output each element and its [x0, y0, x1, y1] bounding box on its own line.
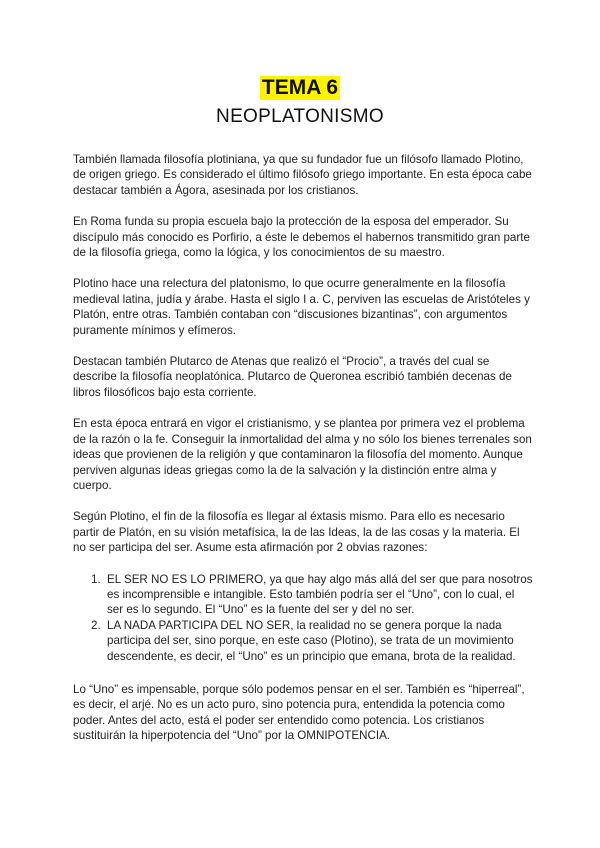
paragraph-plotino-fin: Según Plotino, el fin de la filosofía es llegar al éxtasis mismo. Para ello es necesario partir de Platón, en su visión metafísica, la de las Ideas, la de las cosas y la materia. El no ser participa del ser. Asume esta afirmación por 2 obvias razones:	[73, 510, 520, 555]
document-body	[73, 152, 533, 760]
page-subtitle: NEOPLATONISMO	[216, 106, 384, 127]
paragraph-rome: En Roma funda su propia escuela bajo la protección de la esposa del emperador. Su discípulo más conocido es Porfirio, a éste le debemos el habernos transmitido gran parte de la filosofía griega, como la lógica, y los conocimientos de su maestro.	[73, 215, 530, 260]
page-title: TEMA 6	[261, 76, 339, 99]
paragraph-cristianismo: En esta época entrará en vigor el cristianismo, y se plantea por primera vez el problema de la razón o la fe. Conseguir la inmortalidad del alma y no sólo los bienes terrenales son ideas que provienen de la religión y que contaminaron la filosofía del momento. Aunque perviven algunas ideas griegas como la de la salvación y la distinción entre alma y cuerpo.	[73, 417, 532, 492]
reasons-list	[73, 572, 533, 664]
list-item-number: 2.	[91, 618, 101, 632]
list-item	[73, 618, 533, 664]
paragraph-plutarco: Destacan también Plutarco de Atenas que realizó el “Procio”, a través del cual se describe la filosofía neoplatónica. Plutarco de Queronea escribió también decenas de libros filosóficos bajo esta corriente.	[73, 355, 512, 399]
list-item	[73, 572, 533, 618]
paragraph-intro: También llamada filosofía plotiniana, ya que su fundador fue un filósofo llamado Plotino, de origen griego. Es considerado el último filósofo griego importante. En esta época cabe destacar también a Ágora, asesinada por los cristianos.	[73, 153, 532, 197]
paragraph-uno: Lo “Uno” es impensable, porque sólo podemos pensar en el ser. También es “hiperreal”, es decir, el arjé. No es un acto puro, sino potencia pura, entendida la potencia como poder. Antes del acto, está el poder ser entendido como potencia. Los cristianos sustituirán la hiperpotencia del “Uno” por la OMNIPOTENCIA.	[73, 682, 525, 743]
paragraph-relectura: Plotino hace una relectura del platonismo, lo que ocurre generalmente en la filosofía medieval latina, judía y árabe. Hasta el siglo I a. C, perviven las escuelas de Aristóteles y Platón, entre otras. También contaban con “discusiones bizantinas”, con argumentos puramente mínimos y efímeros.	[73, 277, 530, 337]
list-item-text: EL SER NO ES LO PRIMERO, ya que hay algo más allá del ser que para nosotros es incomprensible e intangible. Esto también podría ser el “Uno”, con lo cual, el ser es lo segundo. El “Uno” es la fuente del ser y del no ser.	[107, 572, 533, 617]
list-item-number: 1.	[91, 572, 101, 586]
document-header	[0, 76, 600, 128]
list-item-text: LA NADA PARTICIPA DEL NO SER, la realidad no se genera porque la nada participa del ser, sino porque, en este caso (Plotino), se trata de un movimiento descendente, es decir, el “Uno” es un principio que emana, brota de la realidad.	[107, 618, 516, 663]
